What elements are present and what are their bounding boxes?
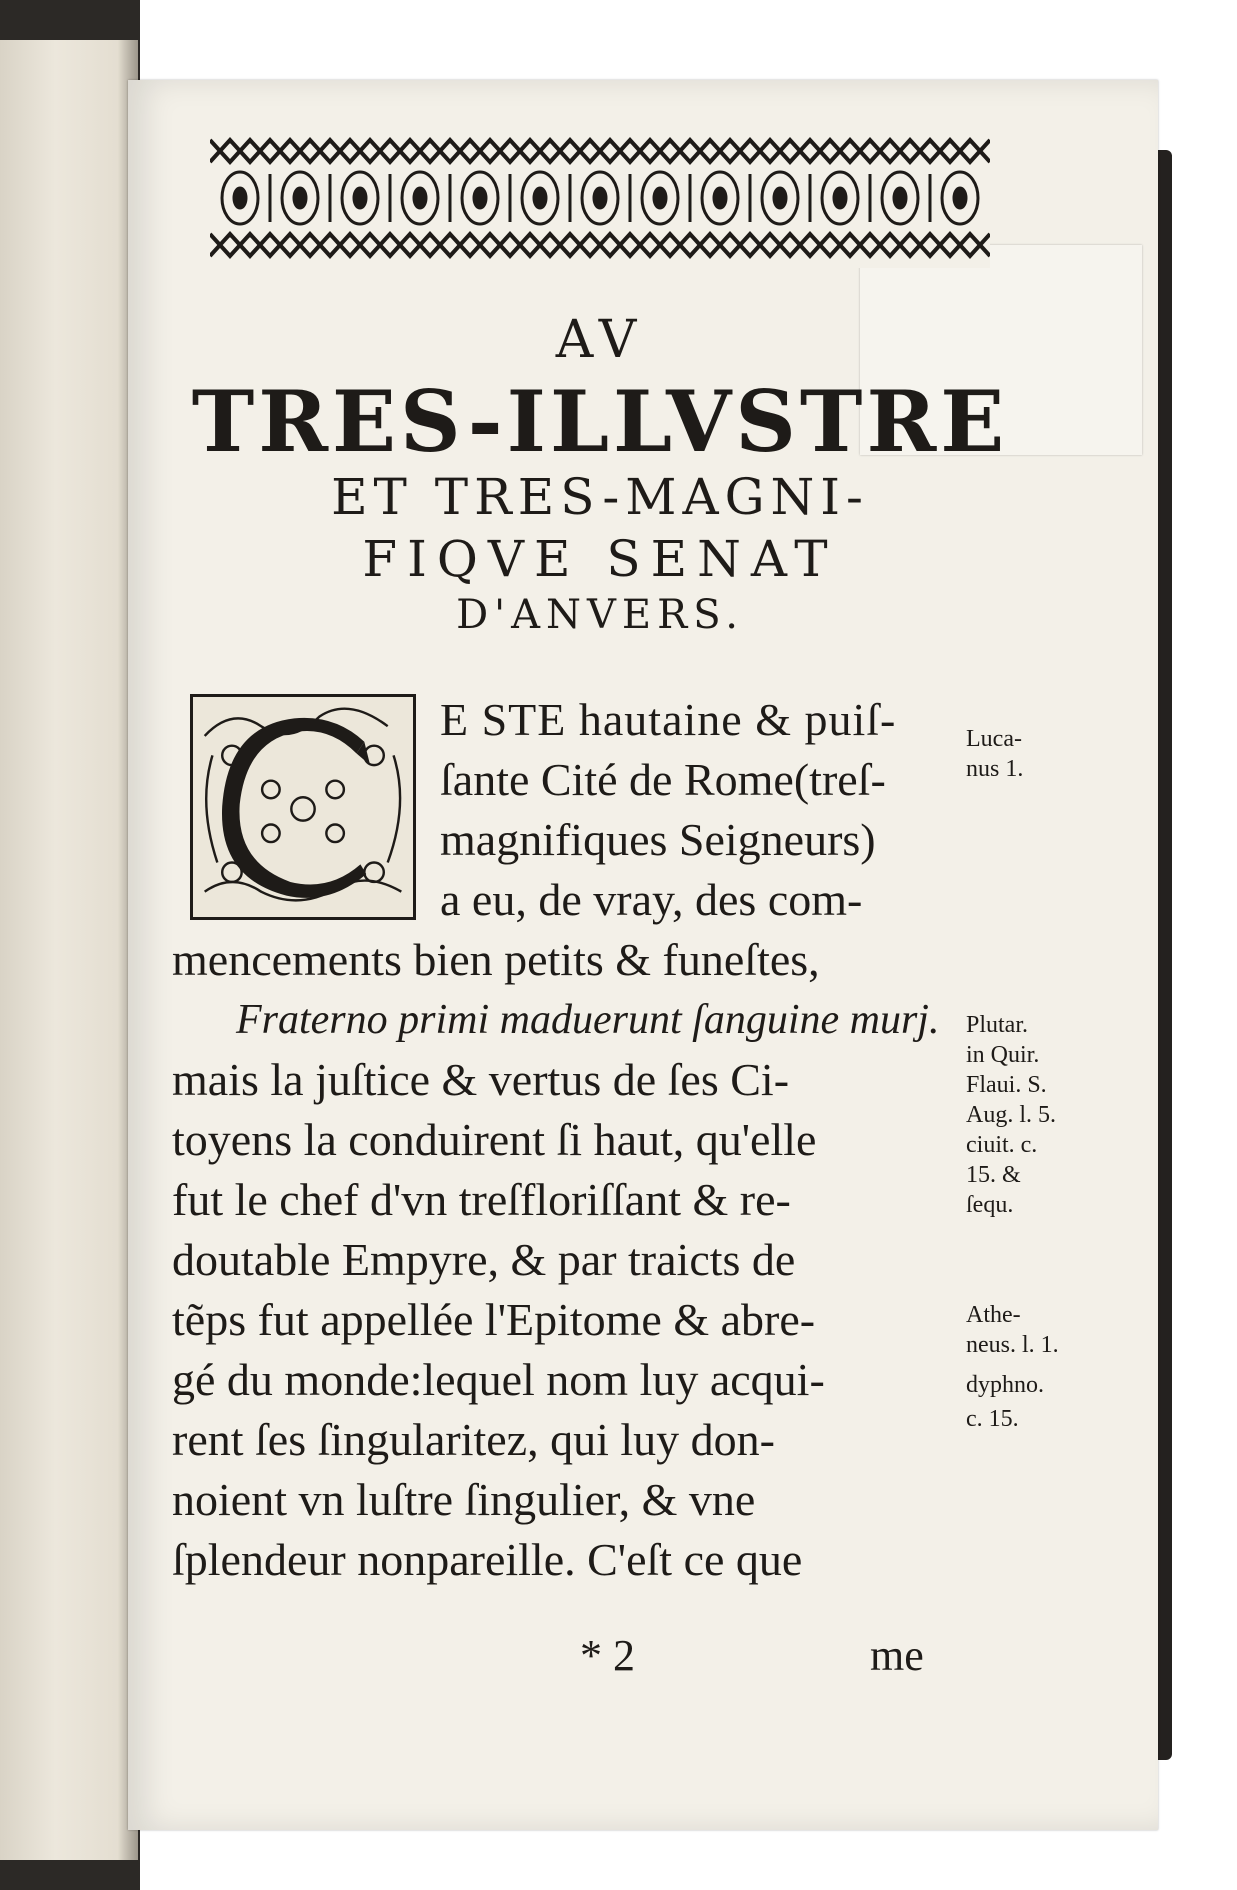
title-line-1: AV: [555, 310, 645, 370]
body-line-12: gé du monde:lequel nom luy acqui-: [172, 1354, 825, 1405]
body-line-10: doutable Empyre, & par traicts de: [172, 1234, 796, 1285]
body-line-4: a eu, de vray, des com-: [440, 874, 863, 925]
ornamental-headpiece: [210, 128, 990, 268]
margin-note-plutar-3: Flaui. S.: [966, 1072, 1047, 1098]
margin-note-atheneus-4: c. 15.: [966, 1406, 1019, 1432]
margin-note-plutar-7: ſequ.: [966, 1192, 1014, 1218]
catchword: me: [870, 1631, 924, 1680]
title-line-3: ET TRES-MAGNI-: [331, 468, 869, 526]
margin-note-lucanus-1: Luca-: [966, 726, 1022, 752]
title-line-4: FIQVE SENAT: [362, 530, 838, 588]
body-line-6-latin-quote: Fraterno primi maduerunt ſanguine murj.: [236, 997, 940, 1043]
body-line-13: rent ſes ſingularitez, qui luy don-: [172, 1414, 775, 1465]
body-line-14: noient vn luſtre ſingulier, & vne: [172, 1474, 756, 1525]
body-line-2: ſante Cité de Rome(treſ-: [440, 754, 886, 805]
body-line-15: ſplendeur nonpareille. C'eſt ce que: [172, 1534, 803, 1585]
body-line-3: magnifiques Seigneurs): [440, 814, 876, 865]
body-line-8: toyens la conduirent ſi haut, qu'elle: [172, 1114, 817, 1165]
margin-note-atheneus-3: dyphno.: [966, 1372, 1044, 1398]
body-line-11: tẽps fut appellée l'Epitome & abre-: [172, 1294, 816, 1345]
margin-note-plutar-5: ciuit. c.: [966, 1132, 1038, 1158]
margin-note-plutar-4: Aug. l. 5.: [966, 1102, 1056, 1128]
title-line-5: D'ANVERS.: [456, 592, 744, 638]
margin-note-atheneus-2: neus. l. 1.: [966, 1332, 1059, 1358]
body-line-7: mais la juſtice & vertus de ſes Ci-: [172, 1054, 790, 1105]
title-line-2: TRES-ILLVSTRE: [191, 372, 1009, 471]
margin-note-atheneus-1: Athe-: [966, 1302, 1021, 1328]
decorated-initial-c-icon: [193, 697, 413, 917]
headpiece-ornament-icon: [210, 128, 990, 268]
signature-mark: * 2: [580, 1631, 635, 1680]
margin-note-plutar-2: in Quir.: [966, 1042, 1040, 1068]
margin-note-plutar-1: Plutar.: [966, 1012, 1029, 1038]
margin-note-lucanus-2: nus 1.: [966, 756, 1024, 782]
body-line-1: E STE hautaine & puiſ-: [440, 694, 897, 745]
margin-note-plutar-6: 15. &: [966, 1162, 1021, 1188]
body-line-5: mencements bien petits & funeſtes,: [172, 934, 820, 985]
body-line-9: fut le chef d'vn treſfloriſſant & re-: [172, 1174, 791, 1225]
decorated-initial: [190, 694, 416, 920]
